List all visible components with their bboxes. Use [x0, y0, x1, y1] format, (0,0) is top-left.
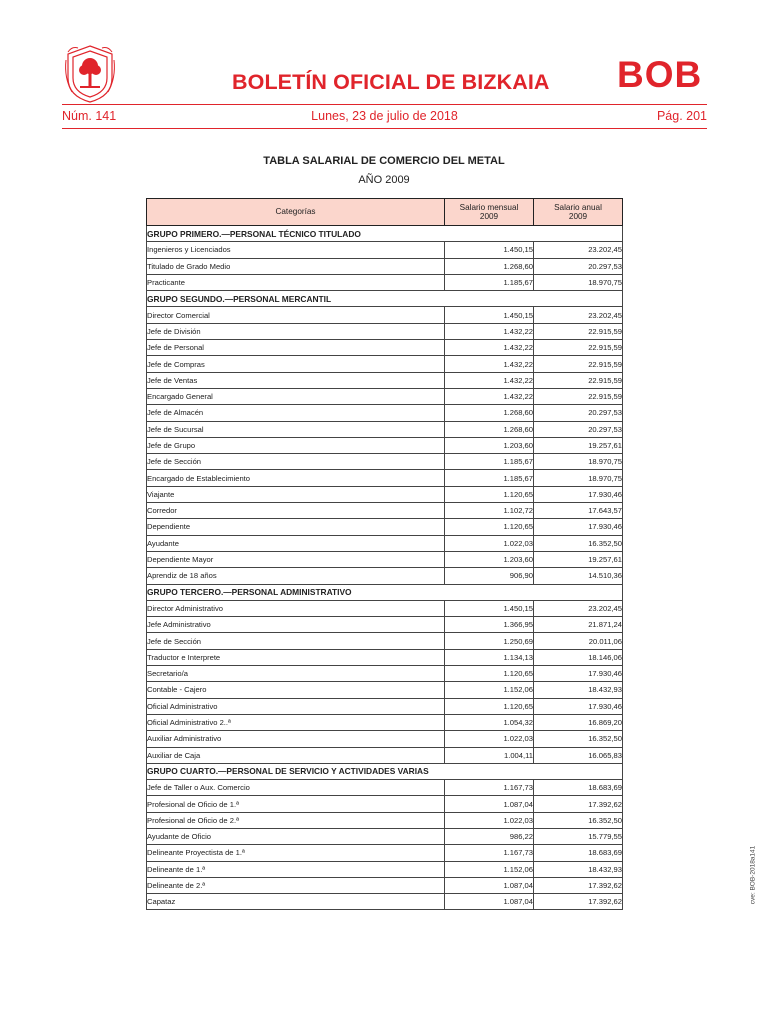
category-cell: Contable - Cajero: [147, 682, 445, 698]
group-heading: GRUPO PRIMERO.—PERSONAL TÉCNICO TITULADO: [147, 226, 534, 242]
table-row: [147, 747, 623, 763]
monthly-salary-cell: 1.268,60: [445, 258, 534, 274]
annual-salary-cell: 18.432,93: [534, 861, 623, 877]
category-cell: Delineante Proyectista de 1.ª: [147, 845, 445, 861]
category-cell: Oficial Administrativo 2..ª: [147, 714, 445, 730]
table-row: [147, 714, 623, 730]
category-cell: Aprendiz de 18 años: [147, 568, 445, 584]
category-cell: Ingenieros y Licenciados: [147, 242, 445, 258]
table-row: [147, 535, 623, 551]
annual-salary-cell: 22.915,59: [534, 356, 623, 372]
annual-salary-cell: 18.146,06: [534, 649, 623, 665]
monthly-salary-cell: 1.250,69: [445, 633, 534, 649]
header-rule-top: [62, 104, 707, 105]
category-cell: Jefe de Almacén: [147, 405, 445, 421]
group-heading: GRUPO SEGUNDO.—PERSONAL MERCANTIL: [147, 291, 534, 307]
annual-salary-cell: 16.065,83: [534, 747, 623, 763]
category-cell: Auxiliar Administrativo: [147, 731, 445, 747]
table-row: [147, 242, 623, 258]
monthly-salary-cell: 1.450,15: [445, 242, 534, 258]
table-row: [147, 568, 623, 584]
monthly-salary-cell: 906,90: [445, 568, 534, 584]
table-header-row: [147, 199, 623, 226]
annual-salary-cell: 14.510,36: [534, 568, 623, 584]
group-heading: GRUPO TERCERO.—PERSONAL ADMINISTRATIVO: [147, 584, 534, 600]
monthly-salary-cell: 1.120,65: [445, 666, 534, 682]
table-row: [147, 551, 623, 567]
column-header-annual: [534, 199, 623, 226]
column-header-annual-year: 2009: [568, 212, 588, 221]
annual-salary-cell: 22.915,59: [534, 388, 623, 404]
annual-salary-cell: 23.202,45: [534, 600, 623, 616]
annual-salary-cell: 15.779,55: [534, 828, 623, 844]
issue-meta-row: [62, 109, 707, 127]
category-cell: Encargado de Establecimiento: [147, 470, 445, 486]
monthly-salary-cell: 1.185,67: [445, 470, 534, 486]
category-cell: Delineante de 1.ª: [147, 861, 445, 877]
group-row: [147, 763, 623, 779]
annual-salary-cell: 18.970,75: [534, 454, 623, 470]
annual-salary-cell: 16.352,50: [534, 812, 623, 828]
annual-salary-cell: 17.930,46: [534, 698, 623, 714]
table-row: [147, 780, 623, 796]
monthly-salary-cell: 1.087,04: [445, 877, 534, 893]
annual-salary-cell: 16.352,50: [534, 535, 623, 551]
annual-salary-cell: 20.297,53: [534, 258, 623, 274]
category-cell: Jefe de Ventas: [147, 372, 445, 388]
category-cell: Corredor: [147, 503, 445, 519]
monthly-salary-cell: 1.185,67: [445, 454, 534, 470]
table-row: [147, 258, 623, 274]
annual-salary-cell: 16.352,50: [534, 731, 623, 747]
group-heading-blank: [534, 291, 623, 307]
annual-salary-cell: 17.643,57: [534, 503, 623, 519]
annual-salary-cell: 19.257,61: [534, 437, 623, 453]
category-cell: Jefe Administrativo: [147, 617, 445, 633]
table-row: [147, 372, 623, 388]
table-row: [147, 828, 623, 844]
annual-salary-cell: 20.011,06: [534, 633, 623, 649]
annual-salary-cell: 20.297,53: [534, 421, 623, 437]
category-cell: Jefe de Grupo: [147, 437, 445, 453]
monthly-salary-cell: 1.203,60: [445, 437, 534, 453]
annual-salary-cell: 20.297,53: [534, 405, 623, 421]
issue-number: Núm. 141: [62, 109, 117, 123]
monthly-salary-cell: 986,22: [445, 828, 534, 844]
table-row: [147, 470, 623, 486]
category-cell: Director Administrativo: [147, 600, 445, 616]
category-cell: Capataz: [147, 894, 445, 910]
table-row: [147, 519, 623, 535]
category-cell: Profesional de Oficio de 1.ª: [147, 796, 445, 812]
table-row: [147, 340, 623, 356]
category-cell: Jefe de Taller o Aux. Comercio: [147, 780, 445, 796]
category-cell: Titulado de Grado Medio: [147, 258, 445, 274]
monthly-salary-cell: 1.152,06: [445, 861, 534, 877]
group-row: [147, 291, 623, 307]
annual-salary-cell: 23.202,45: [534, 242, 623, 258]
column-header-monthly-label: Salario mensual: [459, 202, 519, 212]
monthly-salary-cell: 1.450,15: [445, 600, 534, 616]
annual-salary-cell: 16.869,20: [534, 714, 623, 730]
table-row: [147, 649, 623, 665]
table-row: [147, 796, 623, 812]
monthly-salary-cell: 1.120,65: [445, 698, 534, 714]
monthly-salary-cell: 1.432,22: [445, 372, 534, 388]
annual-salary-cell: 18.432,93: [534, 682, 623, 698]
category-cell: Jefe de División: [147, 323, 445, 339]
table-row: [147, 405, 623, 421]
annual-salary-cell: 22.915,59: [534, 340, 623, 356]
table-row: [147, 600, 623, 616]
category-cell: Jefe de Compras: [147, 356, 445, 372]
monthly-salary-cell: 1.268,60: [445, 421, 534, 437]
group-heading-blank: [534, 584, 623, 600]
table-row: [147, 503, 623, 519]
bulletin-title: BOLETÍN OFICIAL DE BIZKAIA: [232, 70, 550, 94]
annual-salary-cell: 17.392,62: [534, 796, 623, 812]
issue-date: Lunes, 23 de julio de 2018: [311, 109, 458, 123]
annual-salary-cell: 17.392,62: [534, 894, 623, 910]
salary-table-body: [147, 226, 623, 910]
annual-salary-cell: 23.202,45: [534, 307, 623, 323]
monthly-salary-cell: 1.450,15: [445, 307, 534, 323]
monthly-salary-cell: 1.268,60: [445, 405, 534, 421]
annual-salary-cell: 22.915,59: [534, 372, 623, 388]
table-row: [147, 666, 623, 682]
category-cell: Oficial Administrativo: [147, 698, 445, 714]
annual-salary-cell: 21.871,24: [534, 617, 623, 633]
document-year: AÑO 2009: [358, 174, 410, 186]
table-row: [147, 388, 623, 404]
category-cell: Viajante: [147, 486, 445, 502]
table-row: [147, 633, 623, 649]
monthly-salary-cell: 1.432,22: [445, 323, 534, 339]
table-row: [147, 845, 623, 861]
annual-salary-cell: 18.970,75: [534, 470, 623, 486]
monthly-salary-cell: 1.022,03: [445, 812, 534, 828]
monthly-salary-cell: 1.054,32: [445, 714, 534, 730]
table-row: [147, 323, 623, 339]
monthly-salary-cell: 1.102,72: [445, 503, 534, 519]
table-row: [147, 274, 623, 290]
table-row: [147, 356, 623, 372]
column-header-category: Categorías: [147, 199, 445, 226]
monthly-salary-cell: 1.120,65: [445, 486, 534, 502]
monthly-salary-cell: 1.366,95: [445, 617, 534, 633]
annual-salary-cell: 18.683,69: [534, 780, 623, 796]
group-heading-blank: [534, 763, 623, 779]
table-row: [147, 421, 623, 437]
column-header-annual-label: Salario anual: [554, 202, 602, 212]
annual-salary-cell: 18.970,75: [534, 274, 623, 290]
monthly-salary-cell: 1.167,73: [445, 845, 534, 861]
category-cell: Traductor e Interprete: [147, 649, 445, 665]
monthly-salary-cell: 1.432,22: [445, 356, 534, 372]
monthly-salary-cell: 1.120,65: [445, 519, 534, 535]
category-cell: Delineante de 2.ª: [147, 877, 445, 893]
monthly-salary-cell: 1.432,22: [445, 388, 534, 404]
monthly-salary-cell: 1.203,60: [445, 551, 534, 567]
coat-of-arms-icon: [62, 42, 118, 106]
cve-code: cve: BOB-2018a141: [749, 845, 757, 905]
table-row: [147, 877, 623, 893]
salary-table: [146, 198, 623, 910]
category-cell: Dependiente Mayor: [147, 551, 445, 567]
monthly-salary-cell: 1.022,03: [445, 731, 534, 747]
category-cell: Jefe de Personal: [147, 340, 445, 356]
table-row: [147, 698, 623, 714]
monthly-salary-cell: 1.432,22: [445, 340, 534, 356]
table-row: [147, 861, 623, 877]
group-row: [147, 584, 623, 600]
category-cell: Jefe de Sección: [147, 633, 445, 649]
category-cell: Profesional de Oficio de 2.ª: [147, 812, 445, 828]
group-row: [147, 226, 623, 242]
page-number: Pág. 201: [656, 109, 707, 123]
monthly-salary-cell: 1.004,11: [445, 747, 534, 763]
category-cell: Practicante: [147, 274, 445, 290]
column-header-monthly-year: 2009: [479, 212, 499, 221]
category-cell: Auxiliar de Caja: [147, 747, 445, 763]
table-row: [147, 894, 623, 910]
monthly-salary-cell: 1.167,73: [445, 780, 534, 796]
monthly-salary-cell: 1.185,67: [445, 274, 534, 290]
category-cell: Ayudante: [147, 535, 445, 551]
annual-salary-cell: 17.392,62: [534, 877, 623, 893]
annual-salary-cell: 17.930,46: [534, 666, 623, 682]
column-header-monthly: [445, 199, 534, 226]
table-row: [147, 731, 623, 747]
table-row: [147, 437, 623, 453]
monthly-salary-cell: 1.022,03: [445, 535, 534, 551]
category-cell: Ayudante de Oficio: [147, 828, 445, 844]
table-row: [147, 812, 623, 828]
group-heading-blank: [534, 226, 623, 242]
document-title: TABLA SALARIAL DE COMERCIO DEL METAL: [263, 155, 505, 167]
category-cell: Secretario/a: [147, 666, 445, 682]
category-cell: Encargado General: [147, 388, 445, 404]
category-cell: Dependiente: [147, 519, 445, 535]
category-cell: Jefe de Sección: [147, 454, 445, 470]
table-row: [147, 454, 623, 470]
annual-salary-cell: 17.930,46: [534, 486, 623, 502]
annual-salary-cell: 18.683,69: [534, 845, 623, 861]
monthly-salary-cell: 1.152,06: [445, 682, 534, 698]
monthly-salary-cell: 1.087,04: [445, 894, 534, 910]
table-row: [147, 682, 623, 698]
header-rule-bottom: [62, 128, 707, 129]
annual-salary-cell: 19.257,61: [534, 551, 623, 567]
monthly-salary-cell: 1.134,13: [445, 649, 534, 665]
group-heading: GRUPO CUARTO.—PERSONAL DE SERVICIO Y ACTIVIDADES VARIAS: [147, 763, 534, 779]
category-cell: Jefe de Sucursal: [147, 421, 445, 437]
table-row: [147, 307, 623, 323]
annual-salary-cell: 22.915,59: [534, 323, 623, 339]
bulletin-abbreviation: BOB: [617, 54, 703, 95]
category-cell: Director Comercial: [147, 307, 445, 323]
table-row: [147, 617, 623, 633]
annual-salary-cell: 17.930,46: [534, 519, 623, 535]
table-row: [147, 486, 623, 502]
monthly-salary-cell: 1.087,04: [445, 796, 534, 812]
